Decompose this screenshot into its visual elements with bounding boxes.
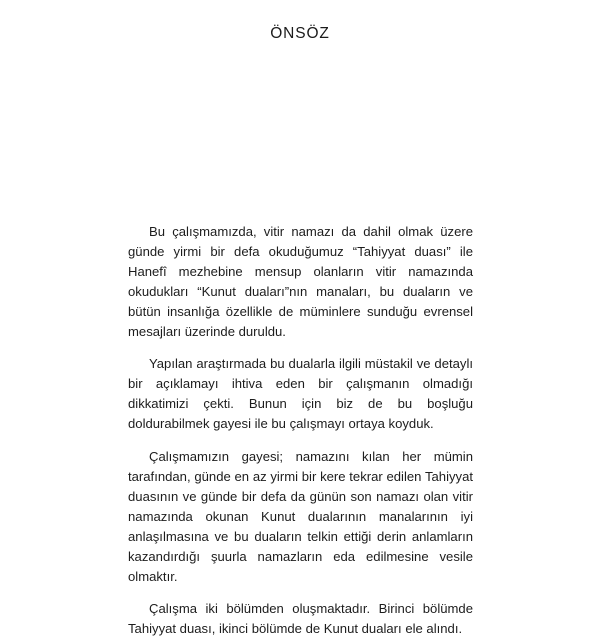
body-paragraph: Yapılan araştırmada bu dualarla ilgili müstakil ve detaylı bir açıklamayı ihtiva eden bir çalışmanın olmadığı dikkatimizi çekti. Bunun için biz de bu boşluğu doldurabilmek gayesi ile bu çalışmayı ortaya koyduk. xyxy=(128,356,473,432)
body-paragraph: Çalışma iki bölümden oluşmaktadır. Birinci bölümde Tahiyyat duası, ikinci bölümde de Kunut duaları ele alındı. xyxy=(128,601,473,637)
page-title: ÖNSÖZ xyxy=(270,25,330,43)
body-paragraph: Bu çalışmamızda, vitir namazı da dahil olmak üzere günde yirmi bir defa okuduğumuz “Tahiyyat duası” ile Hanefî mezhebine mensup olanların vitir namazında okudukları “Kunut duaları”nın manaları, bu duaların ve bütün insanlığa özellikle de müminlere sunduğu evrensel mesajları üzerinde duruldu. xyxy=(128,224,473,339)
body-text-block xyxy=(128,222,473,639)
body-paragraph: Çalışmamızın gayesi; namazını kılan her mümin tarafından, günde en az yirmi bir kere tekrar edilen Tahiyyat duasının ve günde bir defa da günün son namazı olan vitir namazında okunan Kunut dualarının manalarının iyi anlaşılmasına ve bu duaların telkin ettiği derin anlamların kazandırdığı şuurla namazların eda edilmesine vesile olmaktır. xyxy=(128,449,473,584)
